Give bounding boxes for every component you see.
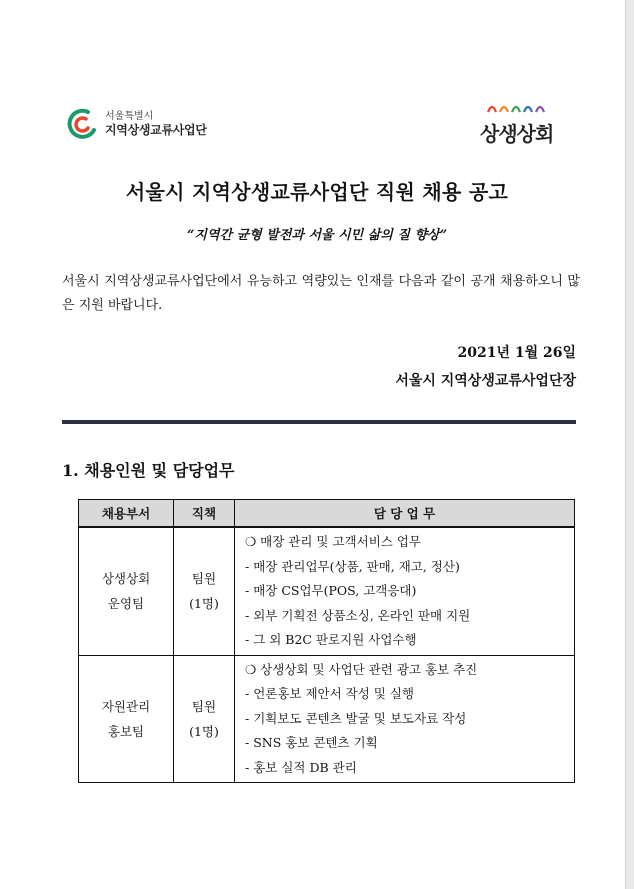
duties-cell [235,527,575,655]
duties-table [78,499,575,783]
task-item: - 그 외 B2C 판로지원 사업수행 [245,632,417,647]
brand-name: 상생상회 [480,122,554,146]
header-duties: 담 당 업 무 [235,500,575,528]
section-divider [62,420,576,424]
announcement-subtitle: “지역간 균형 발전과 서울 시민 삶의 질 향상” [186,228,448,243]
task-item: - 홍보 실적 DB 관리 [245,759,357,775]
header-dept: 채용부서 [79,500,174,528]
table-row [79,655,575,783]
org-emblem-icon [64,106,100,142]
dept-cell [79,655,174,783]
intro-paragraph: 서울시 지역상생교류사업단에서 유능하고 역량있는 인재를 다음과 같이 공개 채용하오니 많은 지원 바랍니다. [62,274,580,313]
position-cell [174,527,235,655]
dept-name: 상생상회 [101,571,151,587]
task-item: - 매장 CS업무(POS, 고객응대) [245,583,417,598]
announcement-date: 2021년 1월 26일 [457,345,576,361]
dept-team: 홍보팀 [107,723,145,739]
dept-cell [79,527,174,655]
task-item: - 외부 기획전 상품소싱, 온라인 판매 지원 [245,607,471,623]
position-count: (1명) [189,723,219,739]
sangsaeng-brand-logo [478,100,568,148]
task-item: - SNS 홍보 콘텐츠 기획 [245,735,378,750]
announcement-signer: 서울시 지역상생교류사업단장 [395,373,576,389]
task-item: - 기획보도 콘텐츠 발굴 및 보도자료 작성 [245,710,467,726]
brand-wave-icon [486,100,556,116]
position-title: 팀원 [191,571,217,587]
table-header-row [79,500,575,528]
position-title: 팀원 [191,698,217,714]
position-count: (1명) [189,596,219,612]
task-item: ❍ 상생상회 및 사업단 관련 광고 홍보 추진 [245,661,478,677]
task-item: ❍ 매장 관리 및 고객서비스 업무 [245,534,421,549]
page-edge [625,0,634,889]
dept-team: 운영팀 [107,596,145,612]
org-city-label: 서울특별시 [105,111,154,122]
header-position: 직책 [174,500,235,528]
table-row [79,527,575,655]
duties-cell [235,655,575,783]
section-title: 1. 채용인원 및 담당업무 [62,461,235,480]
position-cell [174,655,235,783]
dept-name: 자원관리 [101,698,151,714]
seoul-org-logo [64,104,244,144]
task-item: - 언론홍보 제안서 작성 및 실행 [245,686,414,701]
task-item: - 매장 관리업무(상품, 판매, 재고, 정산) [245,558,460,574]
org-name-label: 지역상생교류사업단 [105,123,207,137]
announcement-title: 서울시 지역상생교류사업단 직원 채용 공고 [125,180,509,204]
